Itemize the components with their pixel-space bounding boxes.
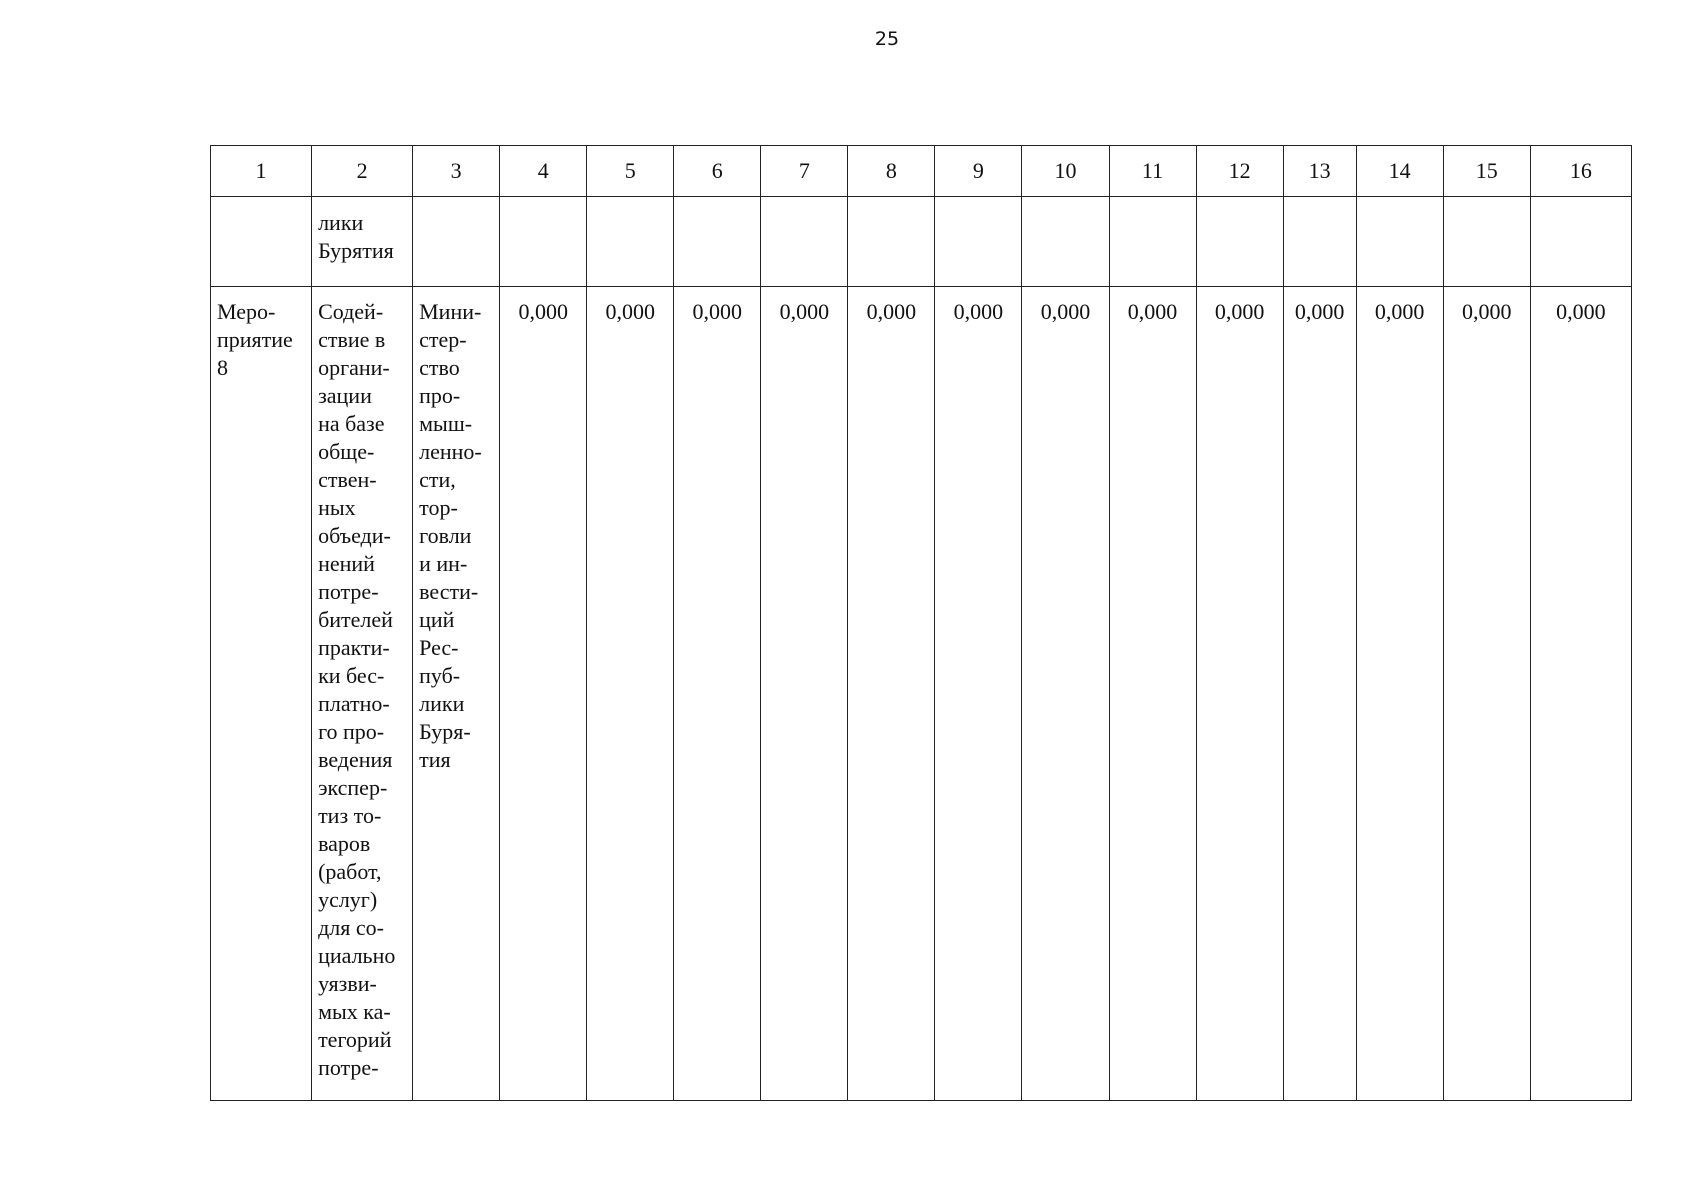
table-cell	[312, 197, 413, 287]
text-line: мых ка-	[318, 999, 391, 1024]
text-line: органи-	[318, 355, 390, 380]
text-line: ленно-	[419, 439, 482, 464]
text-line: потре-	[318, 579, 379, 604]
text-line: ство	[419, 355, 460, 380]
header-cell-12: 12	[1196, 146, 1283, 197]
table-cell	[674, 197, 761, 287]
budget-table	[210, 145, 1632, 1101]
text-line: обще-	[318, 439, 375, 464]
text-line: про-	[419, 383, 461, 408]
value-cell-col-9: 0,000	[935, 287, 1022, 1101]
text-line: ведения	[318, 747, 393, 772]
header-cell-3: 3	[413, 146, 500, 197]
table-cell	[761, 197, 848, 287]
event-responsible-cell	[413, 287, 500, 1101]
value-cell-col-12: 0,000	[1196, 287, 1283, 1101]
header-cell-14: 14	[1356, 146, 1443, 197]
text-line: зации	[318, 383, 372, 408]
table-cell	[1443, 197, 1530, 287]
text-line: Меро-	[217, 299, 276, 324]
header-cell-1: 1	[211, 146, 312, 197]
value-cell-col-7: 0,000	[761, 287, 848, 1101]
text-line: вести-	[419, 579, 479, 604]
text-line: нений	[318, 551, 375, 576]
value-cell-col-16: 0,000	[1530, 287, 1631, 1101]
text-line: ки бес-	[318, 663, 385, 688]
responsible-text-continued	[318, 209, 406, 265]
value-cell-col-8: 0,000	[848, 287, 935, 1101]
header-cell-4: 4	[500, 146, 587, 197]
text-line: бителей	[318, 607, 393, 632]
header-cell-15: 15	[1443, 146, 1530, 197]
text-line: го про-	[318, 719, 385, 744]
text-line: ций	[419, 607, 455, 632]
text-line: Мини-	[419, 299, 482, 324]
text-line: (работ,	[318, 859, 382, 884]
header-cell-5: 5	[587, 146, 674, 197]
table-header-row	[211, 146, 1632, 197]
value-cell-col-10: 0,000	[1022, 287, 1109, 1101]
header-cell-10: 10	[1022, 146, 1109, 197]
table-row	[211, 197, 1632, 287]
page-number: 25	[874, 28, 900, 50]
text-line: говли	[419, 523, 472, 548]
text-line: тиз то-	[318, 803, 382, 828]
table-cell	[1283, 197, 1356, 287]
text-line: на базе	[318, 411, 385, 436]
text-line: ствен-	[318, 467, 377, 492]
text-line: стер-	[419, 327, 467, 352]
value-cell-col-4: 0,000	[500, 287, 587, 1101]
value-cell-col-13: 0,000	[1283, 287, 1356, 1101]
text-line: Содей-	[318, 299, 384, 324]
table-cell	[1109, 197, 1196, 287]
text-line: приятие	[217, 327, 293, 352]
text-line: для со-	[318, 915, 384, 940]
event-label-cell	[211, 287, 312, 1101]
table-cell	[1356, 197, 1443, 287]
text-line: циально	[318, 943, 396, 968]
text-line: потре-	[318, 1055, 379, 1080]
text-line: мыш-	[419, 411, 473, 436]
event-label	[217, 298, 305, 382]
event-responsible	[419, 298, 493, 774]
text-line: платно-	[318, 691, 390, 716]
text-line: ствие в	[318, 327, 386, 352]
event-description-cell	[312, 287, 413, 1101]
text-line: варов	[318, 831, 371, 856]
text-line: лики	[419, 691, 465, 716]
text-line: тегорий	[318, 1027, 392, 1052]
header-cell-6: 6	[674, 146, 761, 197]
text-line: уязви-	[318, 971, 377, 996]
value-cell-col-5: 0,000	[587, 287, 674, 1101]
table-row-event-8	[211, 287, 1632, 1101]
text-line: тия	[419, 747, 451, 772]
header-cell-16: 16	[1530, 146, 1631, 197]
text-line: объеди-	[318, 523, 391, 548]
text-line: услуг)	[318, 887, 378, 912]
text-line: лики	[318, 210, 364, 235]
header-cell-7: 7	[761, 146, 848, 197]
header-cell-2: 2	[312, 146, 413, 197]
value-cell-col-15: 0,000	[1443, 287, 1530, 1101]
table-cell	[1022, 197, 1109, 287]
value-cell-col-14: 0,000	[1356, 287, 1443, 1101]
text-line: практи-	[318, 635, 390, 660]
table-cell	[935, 197, 1022, 287]
header-cell-8: 8	[848, 146, 935, 197]
table-cell	[587, 197, 674, 287]
text-line: Бурятия	[318, 238, 394, 263]
text-line: Буря-	[419, 719, 471, 744]
header-cell-11: 11	[1109, 146, 1196, 197]
header-cell-13: 13	[1283, 146, 1356, 197]
header-cell-9: 9	[935, 146, 1022, 197]
table-cell	[1196, 197, 1283, 287]
text-line: и ин-	[419, 551, 468, 576]
text-line: Рес-	[419, 635, 459, 660]
table-cell	[500, 197, 587, 287]
table-cell	[413, 197, 500, 287]
event-description	[318, 298, 406, 1082]
text-line: сти,	[419, 467, 456, 492]
text-line: пуб-	[419, 663, 461, 688]
text-line: ных	[318, 495, 356, 520]
table-cell	[848, 197, 935, 287]
text-line: 8	[217, 355, 228, 380]
value-cell-col-6: 0,000	[674, 287, 761, 1101]
table-cell	[211, 197, 312, 287]
table-cell	[1530, 197, 1631, 287]
value-cell-col-11: 0,000	[1109, 287, 1196, 1101]
text-line: экспер-	[318, 775, 388, 800]
text-line: тор-	[419, 495, 458, 520]
